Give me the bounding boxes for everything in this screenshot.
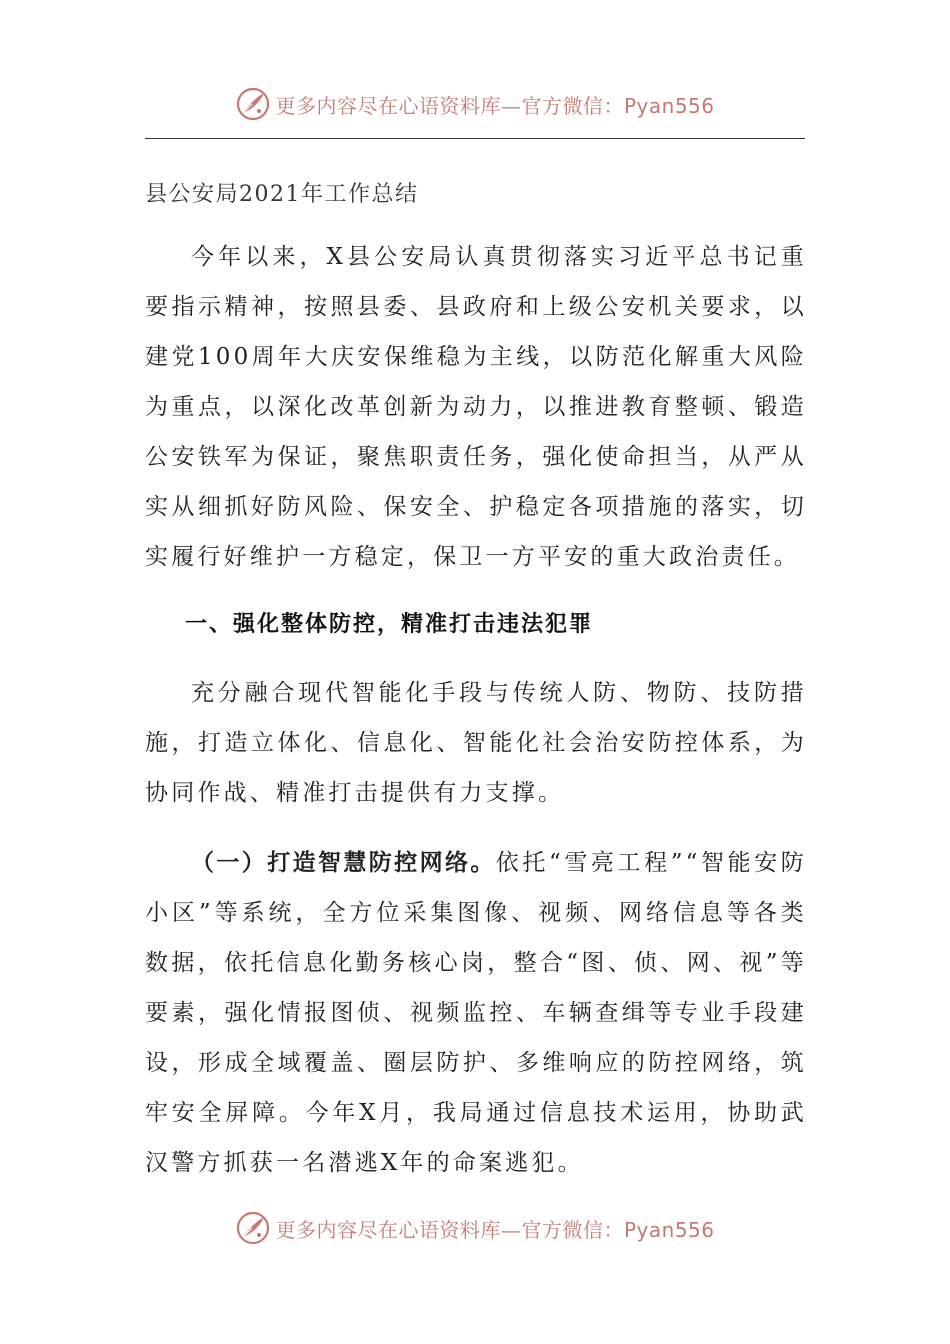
banner-text: 更多内容尽在心语资料库—官方微信：Pyan556 — [275, 93, 715, 118]
subsection-paragraph — [145, 838, 807, 1188]
document-title: 县公安局2021年工作总结 — [145, 182, 419, 207]
quill-logo-icon — [235, 1210, 271, 1246]
header-rule — [145, 138, 805, 139]
header-banner — [0, 84, 950, 124]
quill-logo-icon — [235, 86, 271, 122]
section-paragraph: 充分融合现代智能化手段与传统人防、物防、技防措施，打造立体化、信息化、智能化社会治安防控体系，为协同作战、精准打击提供有力支撑。 — [145, 680, 807, 806]
section-heading: 一、强化整体防控，精准打击违法犯罪 — [185, 612, 594, 637]
document-body — [145, 170, 807, 1188]
intro-paragraph: 今年以来，X县公安局认真贯彻落实习近平总书记重要指示精神，按照县委、县政府和上级公安机关要求，以建党100周年大庆安保维稳为主线，以防范化解重大风险为重点，以深化改革创新为动力，以推进教育整顿、锻造公安铁军为保证，聚焦职责任务，强化使命担当，从严从实从细抓好防风险、保安全、护稳定各项措施的落实，切实履行好维护一方稳定，保卫一方平安的重大政治责任。 — [145, 244, 807, 570]
subsection-heading: （一）打造智慧防控网络。 — [191, 850, 496, 876]
subsection-body: 依托“雪亮工程”“智能安防小区”等系统，全方位采集图像、视频、网络信息等各类数据，依托信息化勤务核心岗，整合“图、侦、网、视”等要素，强化情报图侦、视频监控、车辆查缉等专业手段建设，形成全域覆盖、圈层防护、多维响应的防控网络，筑牢安全屏障。今年X月，我局通过信息技术运用，协助武汉警方抓获一名潜逃X年的命案逃犯。 — [145, 850, 808, 1176]
banner-text: 更多内容尽在心语资料库—官方微信：Pyan556 — [275, 1217, 715, 1242]
footer-banner — [0, 1208, 950, 1248]
